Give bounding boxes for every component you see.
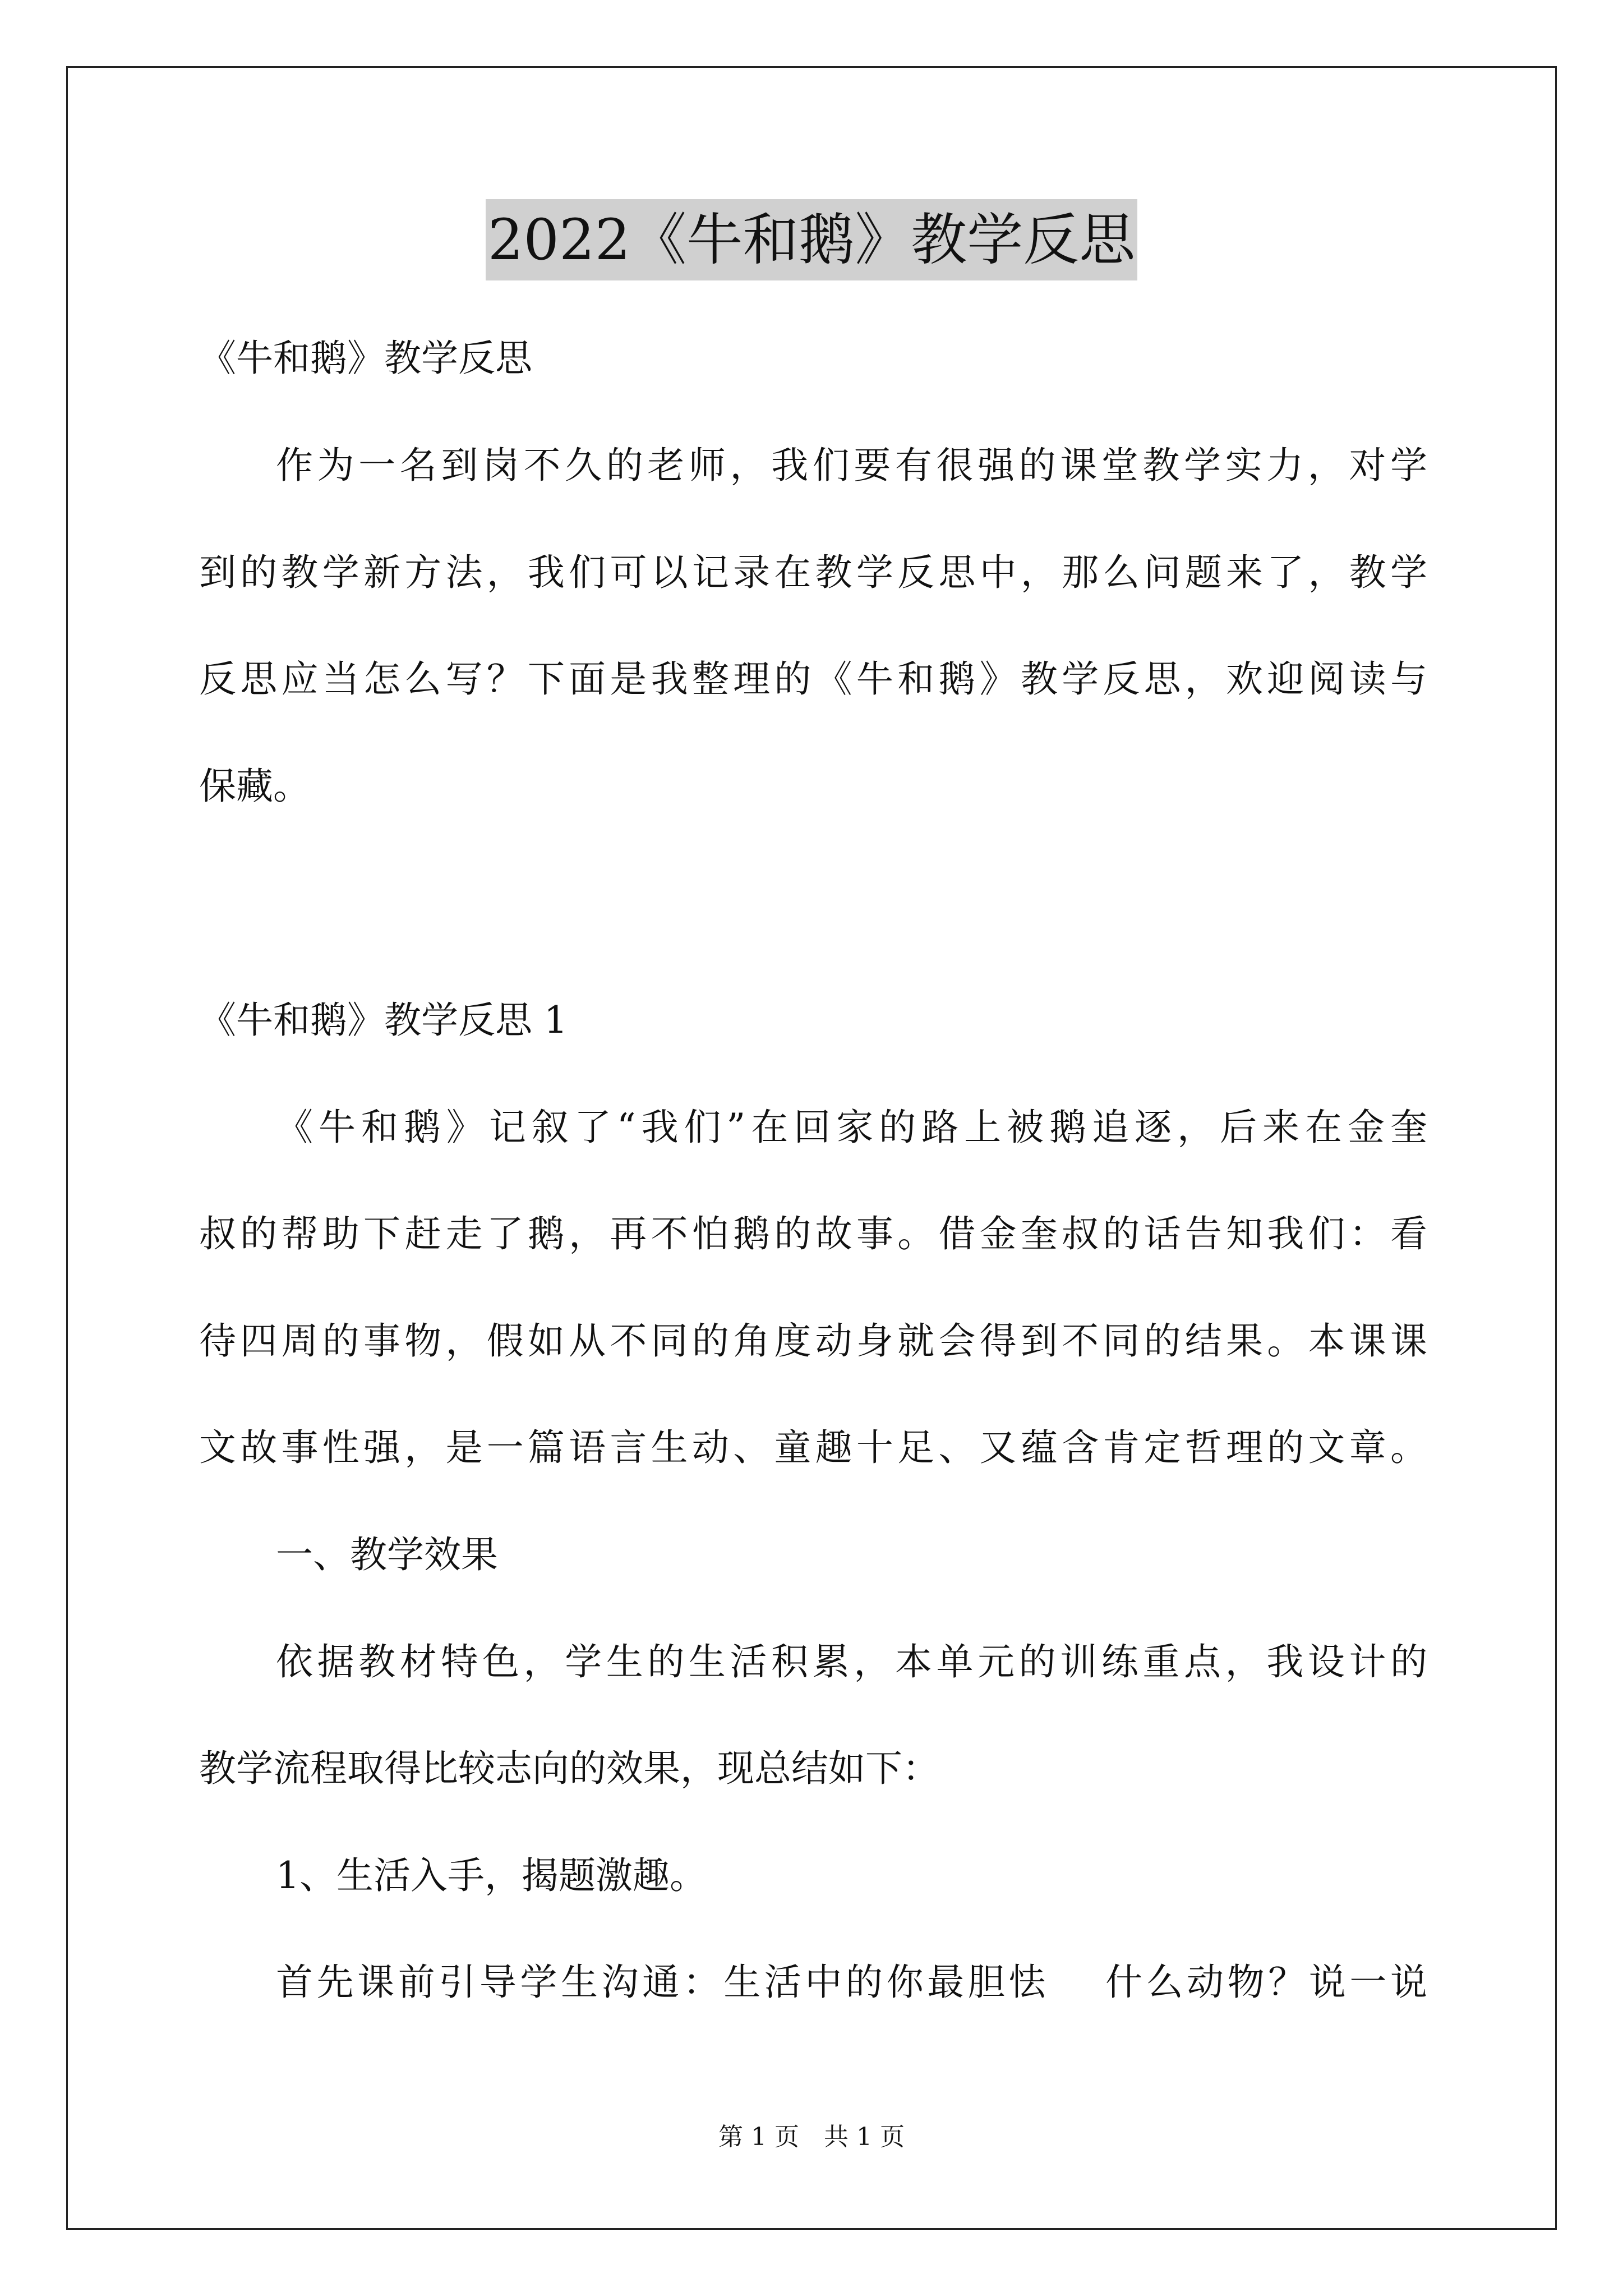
document-title: 2022《牛和鹅》教学反思 (486, 199, 1138, 280)
effect-line-2: 教学流程取得比较志向的效果，现总结如下： (199, 1747, 939, 1790)
effect-line-1: 依据教材特色，学生的生活积累，本单元的训练重点，我设计的 (276, 1640, 1427, 1683)
point-1-heading: 1、生活入手，揭题激趣。 (276, 1854, 707, 1897)
intro-line-3: 反思应当怎么写？下面是我整理的《牛和鹅》教学反思，欢迎阅读与 (199, 657, 1427, 701)
intro-line-1: 作为一名到岗不久的老师，我们要有很强的课堂教学实力，对学 (276, 444, 1427, 487)
section1-line-1: 《牛和鹅》记叙了“我们”在回家的路上被鹅追逐，后来在金奎 (276, 1106, 1427, 1149)
effect-heading: 一、教学效果 (276, 1533, 498, 1576)
document-subtitle: 《牛和鹅》教学反思 (199, 337, 532, 380)
section1-heading: 《牛和鹅》教学反思 1 (199, 999, 568, 1042)
section1-line-4: 文故事性强，是一篇语言生动、童趣十足、又蕴含肯定哲理的文章。 (199, 1426, 1427, 1469)
section1-line-2: 叔的帮助下赶走了鹅，再不怕鹅的故事。借金奎叔的话告知我们：看 (199, 1212, 1427, 1255)
intro-line-4: 保藏。 (199, 765, 310, 808)
point-1-text: 首先课前引导学生沟通：生活中的你最胆怯 什么动物？说一说 (276, 1961, 1427, 2004)
intro-line-2: 到的教学新方法，我们可以记录在教学反思中，那么问题来了，教学 (199, 551, 1427, 594)
page-footer: 第 1 页 共 1 页 (718, 2123, 905, 2151)
section1-line-3: 待四周的事物，假如从不同的角度动身就会得到不同的结果。本课课 (199, 1319, 1427, 1363)
title-wrap (0, 199, 1623, 280)
